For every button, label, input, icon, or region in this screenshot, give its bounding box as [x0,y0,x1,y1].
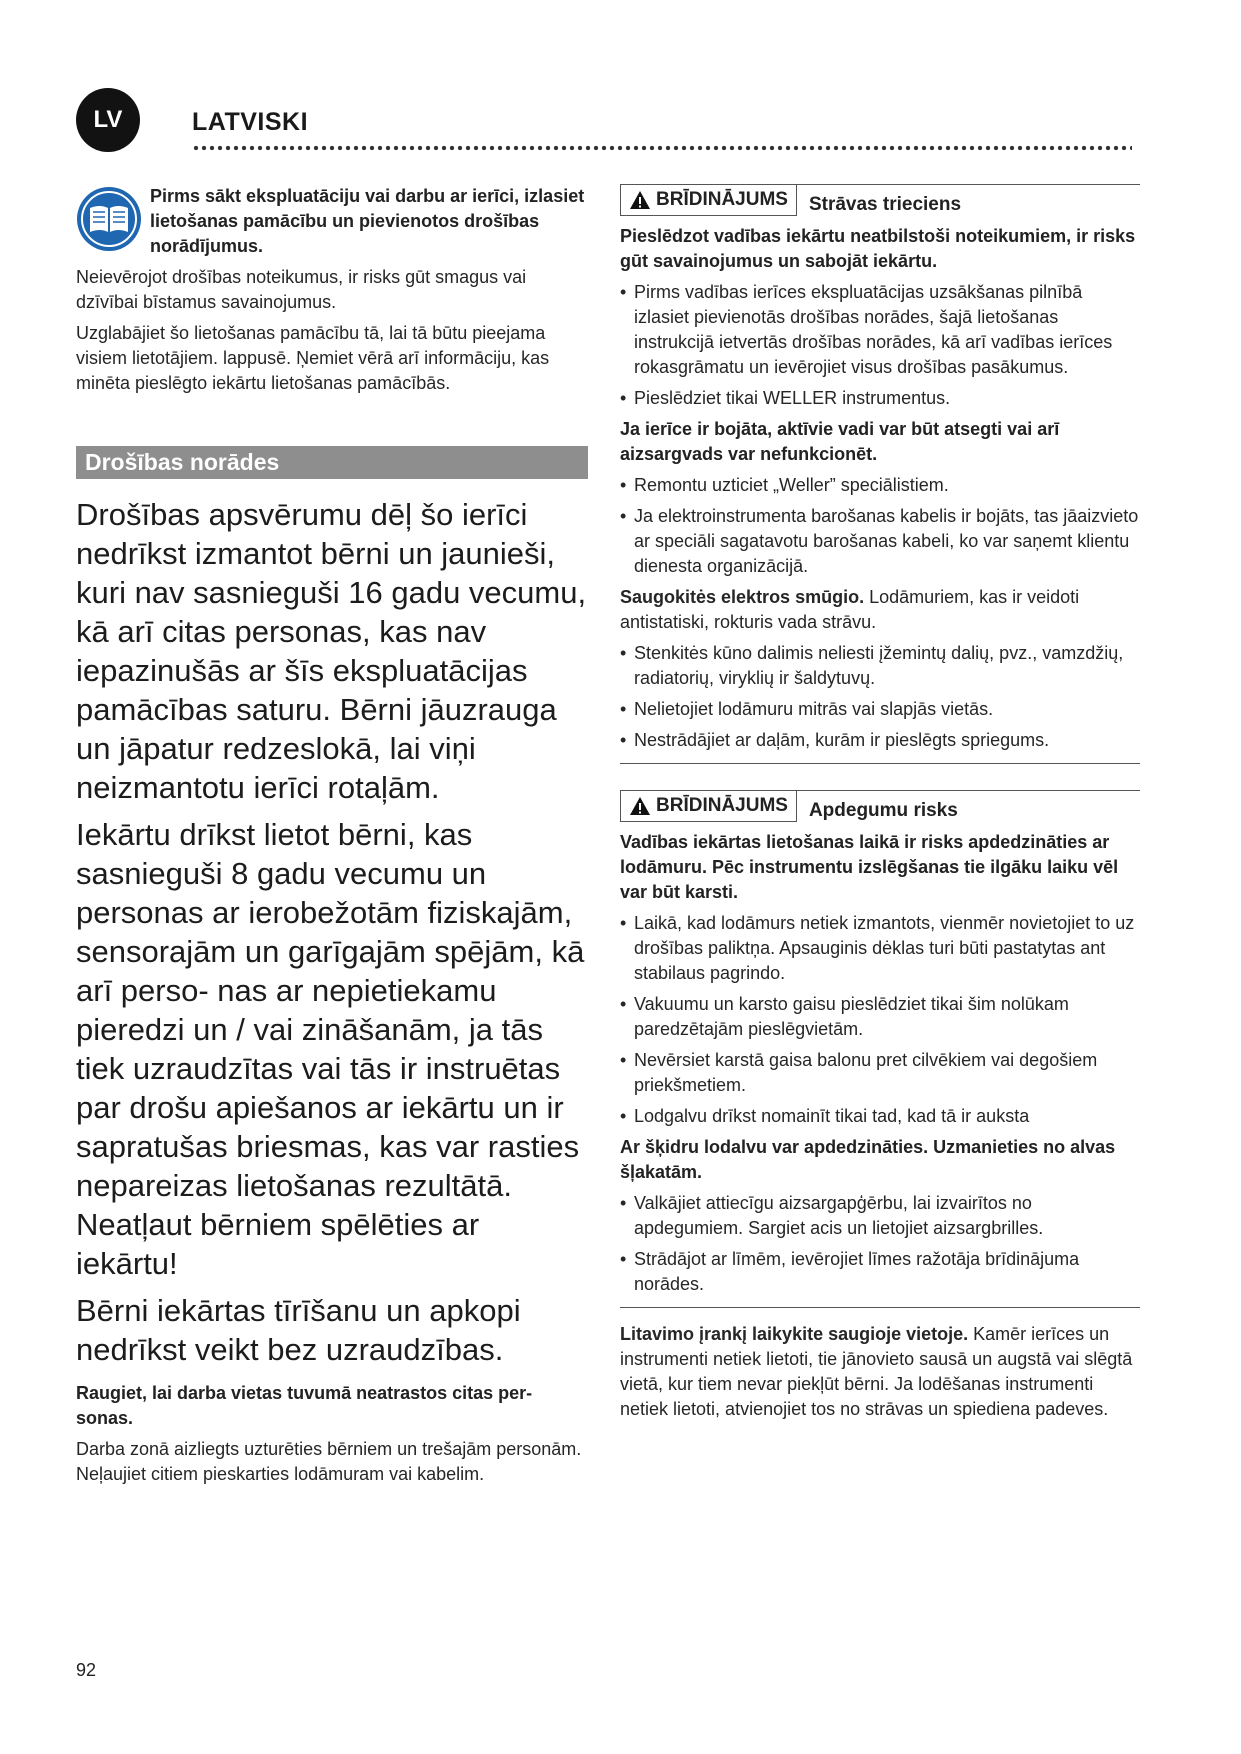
storage-note-bold: Litavimo įrankį laikykite saugioje vietoje. [620,1324,969,1344]
intro-block [76,184,588,259]
language-title: LATVISKI [192,108,309,136]
list-item: • Nelietojiet lodāmuru mitrās vai slapjās vietās. [620,697,1140,722]
list-item: • Stenkitės kūno dalimis neliesti įžemintų dalių, pvz., vamzdžių, radiatorių, viryklių ir šaldytuvų. [620,641,1140,691]
warning-list [620,1191,1140,1297]
warning-subheading: Ja ierīce ir bojāta, aktīvie vadi var būt atsegti vai arī aizsargvads var nefunkcionēt. [620,419,1060,464]
bystander-heading: Raugiet, lai darba vietas tuvumā neatrastos citas per- sonas. [76,1383,533,1428]
left-column [76,184,588,1487]
manual-book-icon [76,186,142,252]
list-item: • Pieslēdziet tikai WELLER instrumentus. [620,386,1140,411]
list-item: • Nevērsiet karstā gaisa balonu pret cilvēkiem vai degošiem priekšmetiem. [620,1048,1140,1098]
list-item: • Lodgalvu drīkst nomainīt tikai tad, kad tā ir auksta [620,1104,1140,1129]
warning-subheading: Pieslēdzot vadības iekārtu neatbilstoši noteikumiem, ir risks gūt savainojumus un sabojāt iekārtu. [620,226,1136,271]
section-heading: Drošības norādes [76,446,588,479]
warning-triangle-icon [629,796,651,816]
warning-list [620,911,1140,1129]
language-code: LV [93,106,123,133]
bystander-paragraph: Darba zonā aizliegts uzturēties bērniem un trešajām personām. Neļaujiet citiem pieskarties lodāmuram vai kabelim. [76,1439,582,1484]
page-number: 92 [76,1660,97,1680]
warning-badge [620,185,797,216]
safety-paragraph-2: Iekārtu drīkst lietot bērni, kas sasnieguši 8 gadu vecumu un personas ar ierobežotām fiziskajām, sensorajām un garīgajām spējām, kā arī perso- nas ar nepietiekamu pieredzi un / vai zināšanām, ja tās tiek uzraudzītas vai tās ir instruētas par drošu apiešanos ar iekārtu un ir sapratušas briesmas, kas var rasties nepareizas lietošanas rezultātā. Neatļaut bērniem spēlēties ar iekārtu! [76,817,585,1281]
list-item: • Valkājiet attiecīgu aizsargapģērbu, lai izvairītos no apdegumiem. Sargiet acis un lietojiet aizsargbrilles. [620,1191,1140,1241]
list-item: • Remontu uzticiet „Weller” speciālistiem. [620,473,1140,498]
intro-heading: Pirms sākt ekspluatāciju vai darbu ar ierīci, izlasiet lietošanas pamācību un pievienotos drošības norādījumus. [150,186,585,256]
list-item: • Ja elektroinstrumenta barošanas kabelis ir bojāts, tas jāaizvieto ar speciāli sagatavotu barošanas kabeli, ko var saņemt klientu dienesta organizācijā. [620,504,1140,579]
right-column [620,184,1140,1422]
warning-subheading: Ar šķidru lodalvu var apdedzināties. Uzmanieties no alvas šļakatām. [620,1137,1116,1182]
shock-note-text: Lodāmuriem, kas ir veidoti antistatiski, rokturis vada strāvu. [620,587,1080,632]
safety-paragraph-3: Bērni iekārtas tīrīšanu un apkopi nedrīkst veikt bez uzraudzības. [76,1293,521,1367]
warning-end-rule [620,1307,1140,1308]
warning-header [620,184,1140,216]
intro-paragraph-1: Neievērojot drošības noteikumus, ir risks gūt smagus vai dzīvībai bīstamus savainojumus. [76,267,527,312]
warning-electric-shock [620,184,1140,764]
warning-list [620,280,1140,411]
warning-topic: Strāvas trieciens [808,194,962,215]
list-item: • Pirms vadības ierīces ekspluatācijas uzsākšanas pilnībā izlasiet pievienotās drošības norādes, šajā lietošanas instrukcijā ietvertās drošības norādes, kā arī vadības ierīces rokasgrāmatu un ievērojiet visus drošības pasākumus. [620,280,1140,380]
list-item: • Strādājot ar līmēm, ievērojiet līmes ražotāja brīdinājuma norādes. [620,1247,1140,1297]
warning-burn [620,790,1140,1308]
warning-badge-label: BRĪDINĀJUMS [656,795,788,816]
warning-triangle-icon [629,190,651,210]
storage-note-text: Kamēr ierīces un instrumenti netiek lietoti, tie jānovieto sausā un augstā vai slēgtā vietā, kur tiem nevar piekļūt bērni. Ja lodēšanas instrumenti netiek lietoti, atvienojiet tos no strāvas un spiediena padeves. [620,1324,1133,1419]
storage-note [620,1322,1140,1422]
warning-end-rule [620,763,1140,764]
intro-paragraph-2: Uzglabājiet šo lietošanas pamācību tā, lai tā būtu pieejama visiem lietotājiem. lappusē. Ņemiet vērā arī informāciju, kas minēta pieslēgto iekārtu lietošanas pamācībās. [76,323,550,393]
shock-note-bold: Saugokitės elektros smūgio. [620,587,865,607]
language-badge [76,88,140,152]
list-item: • Nestrādājiet ar daļām, kurām ir pieslēgts spriegums. [620,728,1140,753]
dotted-divider [192,144,1132,152]
warning-list [620,641,1140,753]
warning-subheading: Vadības iekārtas lietošanas laikā ir risks apdedzināties ar lodāmuru. Pēc instrumentu izslēgšanas tie ilgāku laiku vēl var būt karsti. [620,832,1119,902]
safety-paragraph-1: Drošības apsvērumu dēļ šo ierīci nedrīkst izmantot bērni un jaunieši, kuri nav sasnieguši 16 gadu vecumu, kā arī citas personas, kas nav iepazinušās ar šīs ekspluatācijas pamācības saturu. Bērni jāuzrauga un jāpatur redzeslokā, lai viņi neizmantotu ierīci rotaļām. [76,497,587,805]
warning-list [620,473,1140,579]
warning-badge [620,791,797,822]
warning-header [620,790,1140,822]
list-item: • Vakuumu un karsto gaisu pieslēdziet tikai šim nolūkam paredzētajām pieslēgvietām. [620,992,1140,1042]
list-item: • Laikā, kad lodāmurs netiek izmantots, vienmēr novietojiet to uz drošības paliktņa. Apsauginis dėklas turi būti pastatytas ant stabilaus pagrindo. [620,911,1140,986]
warning-topic: Apdegumu risks [808,800,958,821]
warning-badge-label: BRĪDINĀJUMS [656,189,788,210]
shock-note [620,585,1140,635]
